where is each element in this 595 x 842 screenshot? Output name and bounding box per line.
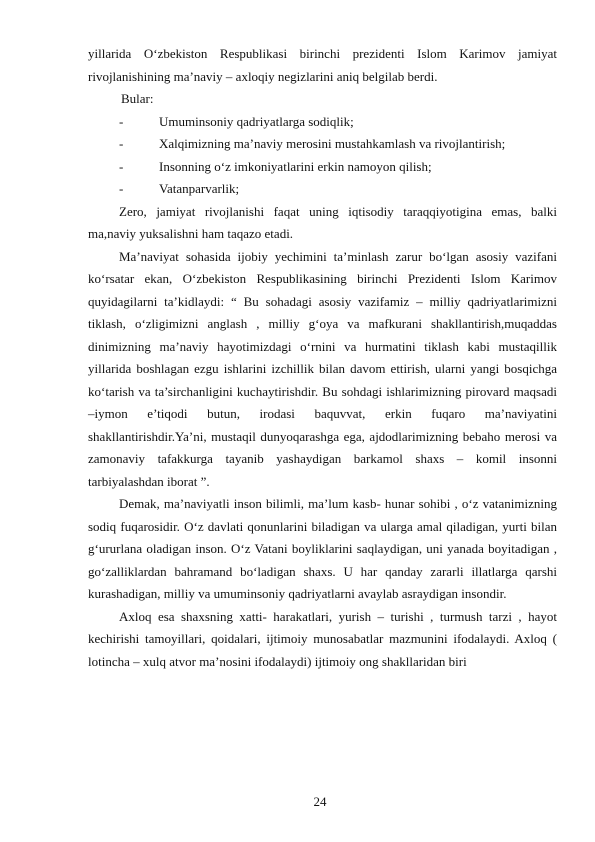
intro-paragraph: yillarida O‘zbekiston Respublikasi birinchi prezidenti Islom Karimov jamiyat rivojlanishining ma’naviy – axloqiy negizlarini aniq belgilab berdi. [88, 46, 557, 84]
body-text [88, 43, 557, 673]
list-item [88, 111, 557, 134]
list-marker: - [119, 136, 124, 151]
list-item [88, 156, 557, 179]
list-item [88, 133, 557, 156]
list-marker: - [119, 113, 124, 129]
list-item-text: Umuminsoniy qadriyatlarga sodiqlik; [159, 113, 354, 129]
body-paragraph: Axloq esa shaxsning xatti- harakatlari, yurish – turishi , turmush tarzi , hayot kechirishi tamoyillari, qoidalari, ijtimoiy munosabatlar mazmunini ifodalaydi. Axloq ( lotincha – xulq atvor ma’nosini ifodalaydi) ijtimoiy ong shakllaridan biri [88, 608, 557, 669]
values-list [88, 111, 557, 201]
page-number: 24 [313, 794, 327, 809]
list-marker: - [119, 158, 124, 174]
list-item [88, 178, 557, 201]
body-paragraph: Demak, ma’naviyatli inson bilimli, ma’lum kasb- hunar sohibi , o‘z vatanimizning sodiq fuqarosidir. O‘z davlati qonunlarini biladigan va ularga amal qiladigan, yurti bilan g‘ururlana oladigan inson. O‘z Vatani boyliklarini saqlaydigan, uni yanada boyitadigan , go‘zalliklardan bahramand bo‘ladigan shaxs. U har qanday zararli illatlarga qarshi kurashadigan, milliy va umuminsoniy qadriyatlarni avaylab asraydigan insondir. [88, 496, 557, 601]
body-paragraph: Zero, jamiyat rivojlanishi faqat uning iqtisodiy taraqqiyotigina emas, balki ma,naviy yuksalishni ham taqazo etadi. [88, 203, 557, 241]
list-marker: - [119, 181, 124, 196]
list-item-text: Xalqimizning ma’naviy merosini mustahkamlash va rivojlantirish; [159, 136, 506, 151]
list-heading: Bular: [121, 91, 154, 106]
body-paragraph: Ma’naviyat sohasida ijobiy yechimini ta’minlash zarur bo‘lgan asosiy vazifani ko‘rsatar ekan, O‘zbekiston Respublikasining birinchi Prezidenti Islom Karimov quyidagilarni ta’kidlaydi: “ Bu sohadagi asosiy vazifamiz – milliy qadriyatlarimizni tiklash, o‘zligimizni anglash , milliy g‘oya va mafkurani shakllantirish,muqaddas dinimizning ma’naviy hayotimizdagi o‘rnini va hurmatini tiklash kabi mustaqillik yillarida boshlagan ezgu ishlarini izchillik bilan davom ettirish, ularni yangi bosqichga ko‘tarish va ta’sirchanligini kuchaytirishdir. Bu sohdagi ishlarimizning pirovard maqsadi –iymon e’tiqodi butun, irodasi baquvvat, erkin fuqaro ma’naviyatini shakllantirishdir.Ya’ni, mustaqil dunyoqarashga ega, ajdodlarimizning bebaho merosi va zamonaviy tafakkurga tayanib yashaydigan barkamol shaxs – komil insonni tarbiyalashdan iborat ”. [88, 248, 557, 489]
list-item-text: Insonning o‘z imkoniyatlarini erkin namoyon qilish; [159, 158, 432, 174]
list-item-text: Vatanparvarlik; [159, 181, 240, 196]
